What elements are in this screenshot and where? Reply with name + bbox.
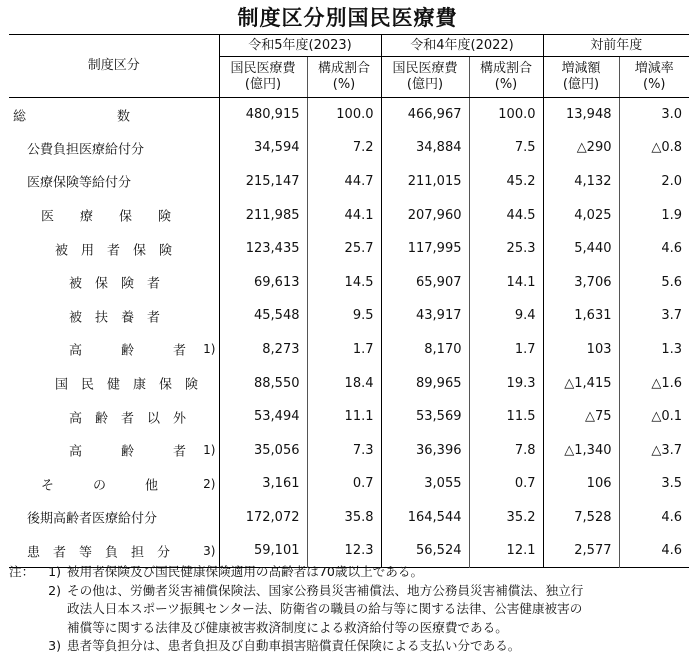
- cell-diff: 4,132: [543, 165, 619, 199]
- row-label-cell: [9, 467, 219, 501]
- cell-diff: 7,528: [543, 501, 619, 535]
- cell-rate: 5.6: [619, 265, 689, 299]
- row-label-cell: [9, 400, 219, 434]
- row-note-ref: 2): [203, 476, 216, 491]
- row-label: 患 者 等 負 担 分: [27, 545, 171, 561]
- cell-share-2023: 1.7: [307, 333, 381, 367]
- footnote-lead: [9, 582, 31, 601]
- header-category: 制度区分: [9, 35, 219, 98]
- footnote-number: [31, 619, 67, 638]
- cell-cost-2022: 53,569: [381, 400, 469, 434]
- cell-diff: 3,706: [543, 265, 619, 299]
- row-note-ref: 3): [203, 543, 216, 558]
- row-label-cell: [9, 433, 219, 467]
- cell-cost-2023: 215,147: [219, 165, 307, 199]
- page-title: 制度区分別国民医療費: [237, 6, 458, 30]
- cell-share-2022: 25.3: [469, 232, 543, 266]
- header-diff-line2: (億円): [562, 77, 600, 92]
- footnote-line: [9, 600, 689, 619]
- table-row: [9, 198, 689, 232]
- cell-diff: 4,025: [543, 198, 619, 232]
- cell-share-2023: 35.8: [307, 501, 381, 535]
- cell-diff: 106: [543, 467, 619, 501]
- cell-cost-2022: 8,170: [381, 333, 469, 367]
- header-group-2023: 令和5年度(2023): [219, 35, 381, 57]
- cell-share-2022: 19.3: [469, 366, 543, 400]
- row-note-ref: 1): [203, 443, 216, 458]
- header-diff: [543, 57, 619, 98]
- cell-share-2023: 12.3: [307, 534, 381, 568]
- row-label: 総 数: [13, 109, 131, 125]
- cell-cost-2023: 35,056: [219, 433, 307, 467]
- row-label-cell: [9, 501, 219, 535]
- table-row: [9, 433, 689, 467]
- row-label: 高 齢 者: [69, 444, 187, 460]
- header-rate-line2: (%): [643, 77, 666, 92]
- cell-diff: 1,631: [543, 299, 619, 333]
- header-share-2023-line2: (%): [332, 77, 356, 92]
- cell-rate: 2.0: [619, 165, 689, 199]
- header-cost-2023-line2: (億円): [244, 77, 282, 92]
- table-row: [9, 333, 689, 367]
- cell-share-2023: 44.7: [307, 165, 381, 199]
- table-body: [9, 98, 689, 568]
- cell-diff: △75: [543, 400, 619, 434]
- header-cost-2022: [381, 57, 469, 98]
- row-label: 後期高齢者医療給付分: [27, 511, 158, 527]
- table-row: [9, 501, 689, 535]
- cell-share-2023: 25.7: [307, 232, 381, 266]
- cell-share-2023: 7.2: [307, 131, 381, 165]
- cell-cost-2022: 207,960: [381, 198, 469, 232]
- cell-cost-2023: 45,548: [219, 299, 307, 333]
- row-label: 高 齢 者 以 外: [69, 411, 187, 427]
- row-label-cell: [9, 232, 219, 266]
- footnote-line: [9, 619, 689, 638]
- row-label-cell: [9, 333, 219, 367]
- cell-rate: 3.0: [619, 98, 689, 132]
- footnote-text: 被用者保険及び国民健康保険適用の高齢者は70歳以上である。: [67, 564, 424, 579]
- cell-share-2022: 9.4: [469, 299, 543, 333]
- row-label: 医 療 保 険: [41, 209, 172, 225]
- cell-share-2022: 35.2: [469, 501, 543, 535]
- footnote-text: 補償等に関する法律及び健康被害救済制度による救済給付等の医療費である。: [67, 619, 508, 635]
- header-group-change: 対前年度: [543, 35, 689, 57]
- header-group-2022: 令和4年度(2022): [381, 35, 543, 57]
- cell-cost-2022: 65,907: [381, 265, 469, 299]
- table-row: [9, 467, 689, 501]
- cell-cost-2023: 123,435: [219, 232, 307, 266]
- cell-cost-2022: 43,917: [381, 299, 469, 333]
- header-share-2022: [469, 57, 543, 98]
- cell-cost-2023: 172,072: [219, 501, 307, 535]
- row-note-ref: 1): [203, 342, 216, 357]
- table-row: [9, 299, 689, 333]
- cell-cost-2022: 3,055: [381, 467, 469, 501]
- cell-cost-2022: 34,884: [381, 131, 469, 165]
- cell-share-2022: 0.7: [469, 467, 543, 501]
- cell-share-2022: 11.5: [469, 400, 543, 434]
- cell-cost-2022: 56,524: [381, 534, 469, 568]
- footnote-lead: [9, 600, 31, 619]
- cell-diff: 5,440: [543, 232, 619, 266]
- cell-cost-2022: 36,396: [381, 433, 469, 467]
- cell-cost-2023: 34,594: [219, 131, 307, 165]
- medical-cost-table: [9, 34, 689, 568]
- cell-diff: △1,340: [543, 433, 619, 467]
- footnotes: [9, 563, 689, 656]
- cell-cost-2022: 466,967: [381, 98, 469, 132]
- row-label: 医療保険等給付分: [27, 175, 132, 191]
- cell-rate: 3.5: [619, 467, 689, 501]
- footnote-number: [31, 600, 67, 619]
- cell-rate: △3.7: [619, 433, 689, 467]
- footnote-text: 政法人日本スポーツ振興センター法、防衛省の職員の給与等に関する法律、公害健康被害の: [67, 601, 583, 616]
- footnote-lead: [9, 637, 31, 656]
- cell-cost-2023: 3,161: [219, 467, 307, 501]
- cell-share-2023: 7.3: [307, 433, 381, 467]
- row-label: そ の 他: [41, 478, 159, 494]
- cell-share-2022: 100.0: [469, 98, 543, 132]
- cell-share-2023: 11.1: [307, 400, 381, 434]
- footnote-lead: 注：: [9, 564, 35, 579]
- row-label-cell: [9, 265, 219, 299]
- footnote-number: 3): [48, 638, 61, 653]
- cell-share-2022: 45.2: [469, 165, 543, 199]
- footnote-number: 1): [48, 564, 61, 579]
- row-label-cell: [9, 366, 219, 400]
- row-label-cell: [9, 131, 219, 165]
- cell-cost-2023: 211,985: [219, 198, 307, 232]
- row-label: 被 保 険 者: [69, 276, 161, 292]
- cell-diff: 13,948: [543, 98, 619, 132]
- footnote-line: [9, 637, 689, 656]
- header-cost-2022-line1: 国民医療費: [392, 61, 458, 76]
- row-label: 被 用 者 保 険: [55, 243, 173, 259]
- cell-share-2022: 1.7: [469, 333, 543, 367]
- table-row: [9, 232, 689, 266]
- table-row: [9, 265, 689, 299]
- cell-rate: 1.3: [619, 333, 689, 367]
- cell-cost-2022: 89,965: [381, 366, 469, 400]
- cell-share-2022: 44.5: [469, 198, 543, 232]
- cell-cost-2023: 69,613: [219, 265, 307, 299]
- cell-share-2023: 0.7: [307, 467, 381, 501]
- footnote-line: [9, 582, 689, 601]
- cell-rate: 1.9: [619, 198, 689, 232]
- row-label-cell: [9, 165, 219, 199]
- cell-cost-2023: 59,101: [219, 534, 307, 568]
- cell-cost-2023: 88,550: [219, 366, 307, 400]
- cell-diff: △290: [543, 131, 619, 165]
- cell-share-2023: 100.0: [307, 98, 381, 132]
- cell-share-2023: 44.1: [307, 198, 381, 232]
- cell-share-2023: 18.4: [307, 366, 381, 400]
- cell-cost-2022: 211,015: [381, 165, 469, 199]
- row-label-cell: [9, 198, 219, 232]
- cell-cost-2023: 480,915: [219, 98, 307, 132]
- cell-share-2023: 14.5: [307, 265, 381, 299]
- header-cost-2022-line2: (億円): [406, 77, 444, 92]
- cell-rate: 4.6: [619, 534, 689, 568]
- header-rate: [619, 57, 689, 98]
- cell-share-2022: 7.5: [469, 131, 543, 165]
- cell-cost-2023: 53,494: [219, 400, 307, 434]
- row-label: 公費負担医療給付分: [27, 142, 145, 158]
- header-cost-2023: [219, 57, 307, 98]
- footnote-text: 患者等負担分は、患者負担及び自動車損害賠償責任保険による支払い分である。: [67, 638, 521, 653]
- header-rate-line1: 増減率: [634, 61, 674, 76]
- header-cost-2023-line1: 国民医療費: [230, 61, 296, 76]
- row-label: 被 扶 養 者: [69, 310, 161, 326]
- cell-diff: △1,415: [543, 366, 619, 400]
- cell-cost-2022: 164,544: [381, 501, 469, 535]
- cell-share-2022: 12.1: [469, 534, 543, 568]
- cell-rate: △0.1: [619, 400, 689, 434]
- header-share-2022-line1: 構成割合: [479, 61, 532, 76]
- row-label-cell: [9, 98, 219, 132]
- cell-rate: △0.8: [619, 131, 689, 165]
- footnote-line: [9, 563, 689, 582]
- footnote-text: その他は、労働者災害補償保険法、国家公務員災害補償法、地方公務員災害補償法、独立行: [67, 582, 584, 598]
- cell-cost-2022: 117,995: [381, 232, 469, 266]
- header-share-2023-line1: 構成割合: [317, 61, 370, 76]
- table-row: [9, 366, 689, 400]
- cell-rate: 3.7: [619, 299, 689, 333]
- cell-cost-2023: 8,273: [219, 333, 307, 367]
- row-label: 国 民 健 康 保 険: [55, 377, 199, 393]
- header-share-2022-line2: (%): [494, 77, 518, 92]
- cell-share-2022: 14.1: [469, 265, 543, 299]
- table-row: [9, 400, 689, 434]
- cell-diff: 103: [543, 333, 619, 367]
- cell-share-2023: 9.5: [307, 299, 381, 333]
- header-share-2023: [307, 57, 381, 98]
- table-row: [9, 165, 689, 199]
- footnote-lead: [9, 619, 31, 638]
- cell-diff: 2,577: [543, 534, 619, 568]
- row-label: 高 齢 者: [69, 343, 187, 359]
- cell-rate: 4.6: [619, 501, 689, 535]
- table-row: [9, 131, 689, 165]
- cell-share-2022: 7.8: [469, 433, 543, 467]
- footnote-number: 2): [48, 582, 61, 598]
- table-row: [9, 98, 689, 132]
- row-label-cell: [9, 299, 219, 333]
- cell-rate: 4.6: [619, 232, 689, 266]
- header-diff-line1: 増減額: [561, 61, 601, 76]
- cell-rate: △1.6: [619, 366, 689, 400]
